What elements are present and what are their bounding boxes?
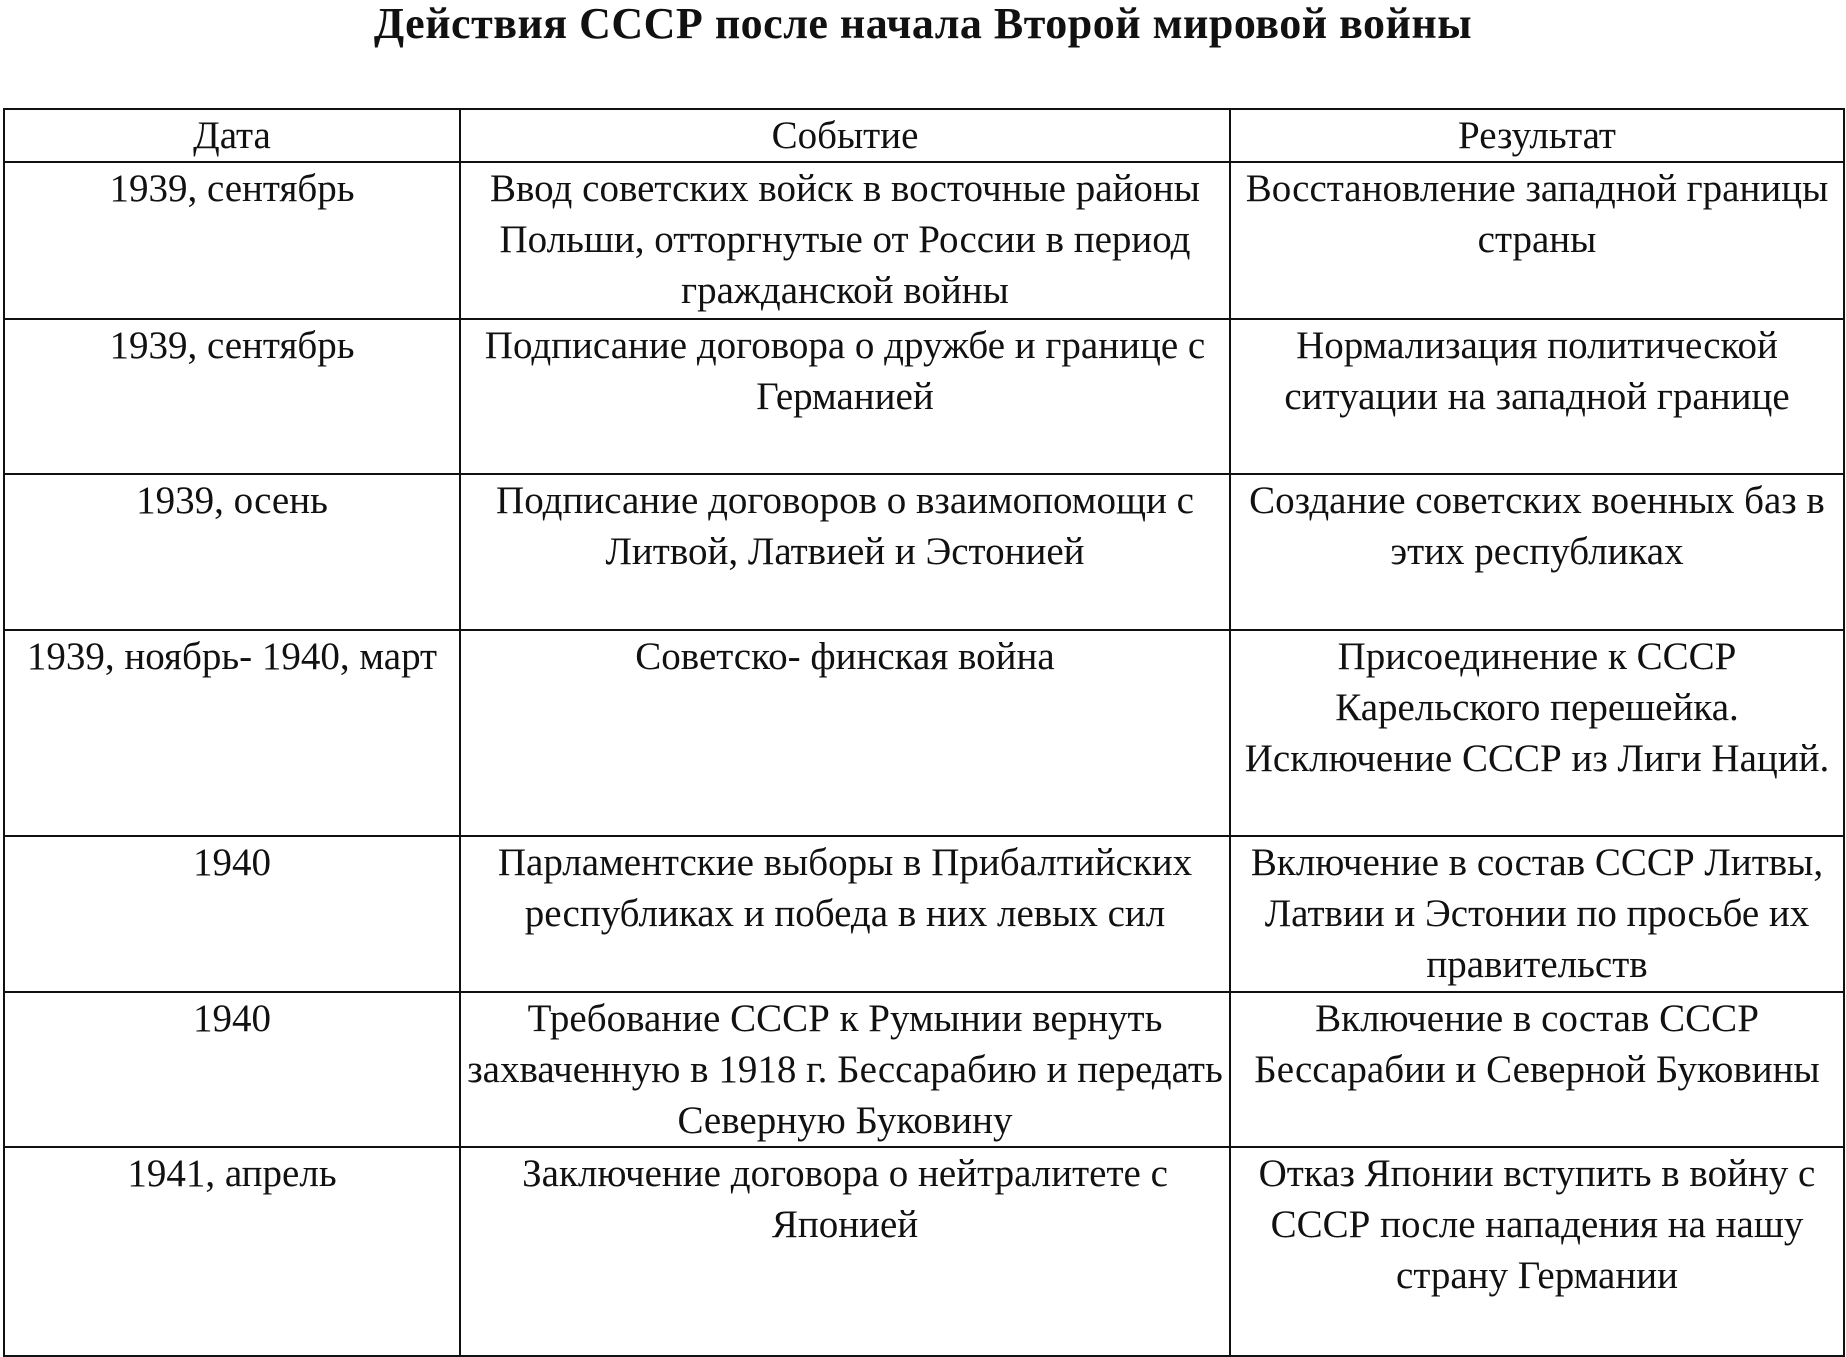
cell-result: Включение в состав СССР Литвы, Латвии и Эстонии по просьбе их правительств xyxy=(1230,836,1844,992)
cell-result: Включение в состав СССР Бессарабии и Северной Буковины xyxy=(1230,992,1844,1147)
cell-result: Создание советских военных баз в этих республиках xyxy=(1230,474,1844,630)
cell-event: Требование СССР к Румынии вернуть захваченную в 1918 г. Бессарабию и передать Северную Буковину xyxy=(460,992,1230,1147)
cell-date: 1941, апрель xyxy=(4,1147,460,1356)
column-header-date: Дата xyxy=(4,109,460,162)
cell-date: 1939, ноябрь- 1940, март xyxy=(4,630,460,836)
cell-event: Подписание договоров о взаимопомощи с Литвой, Латвией и Эстонией xyxy=(460,474,1230,630)
page-title: Действия СССР после начала Второй мировой войны xyxy=(373,0,1473,48)
table-row xyxy=(4,162,1844,319)
cell-event: Советско- финская война xyxy=(460,630,1230,836)
table-row xyxy=(4,1147,1844,1356)
column-header-event: Событие xyxy=(460,109,1230,162)
cell-event: Ввод советских войск в восточные районы Польши, отторгнутые от России в период гражданской войны xyxy=(460,162,1230,319)
cell-date: 1939, сентябрь xyxy=(4,162,460,319)
cell-event: Парламентские выборы в Прибалтийских республиках и победа в них левых сил xyxy=(460,836,1230,992)
cell-result: Присоединение к СССР Карельского перешейка. Исключение СССР из Лиги Наций. xyxy=(1230,630,1844,836)
cell-date: 1939, сентябрь xyxy=(4,319,460,474)
cell-result: Отказ Японии вступить в войну с СССР после нападения на нашу страну Германии xyxy=(1230,1147,1844,1356)
table-row xyxy=(4,836,1844,992)
cell-result: Нормализация политической ситуации на западной границе xyxy=(1230,319,1844,474)
events-table xyxy=(3,108,1845,1357)
table-row xyxy=(4,992,1844,1147)
cell-date: 1939, осень xyxy=(4,474,460,630)
table-row xyxy=(4,474,1844,630)
cell-result: Восстановление западной границы страны xyxy=(1230,162,1844,319)
table-row xyxy=(4,319,1844,474)
column-header-result: Результат xyxy=(1230,109,1844,162)
table-header-row xyxy=(4,109,1844,162)
cell-event: Подписание договора о дружбе и границе с Германией xyxy=(460,319,1230,474)
table-row xyxy=(4,630,1844,836)
cell-event: Заключение договора о нейтралитете с Японией xyxy=(460,1147,1230,1356)
cell-date: 1940 xyxy=(4,992,460,1147)
cell-date: 1940 xyxy=(4,836,460,992)
